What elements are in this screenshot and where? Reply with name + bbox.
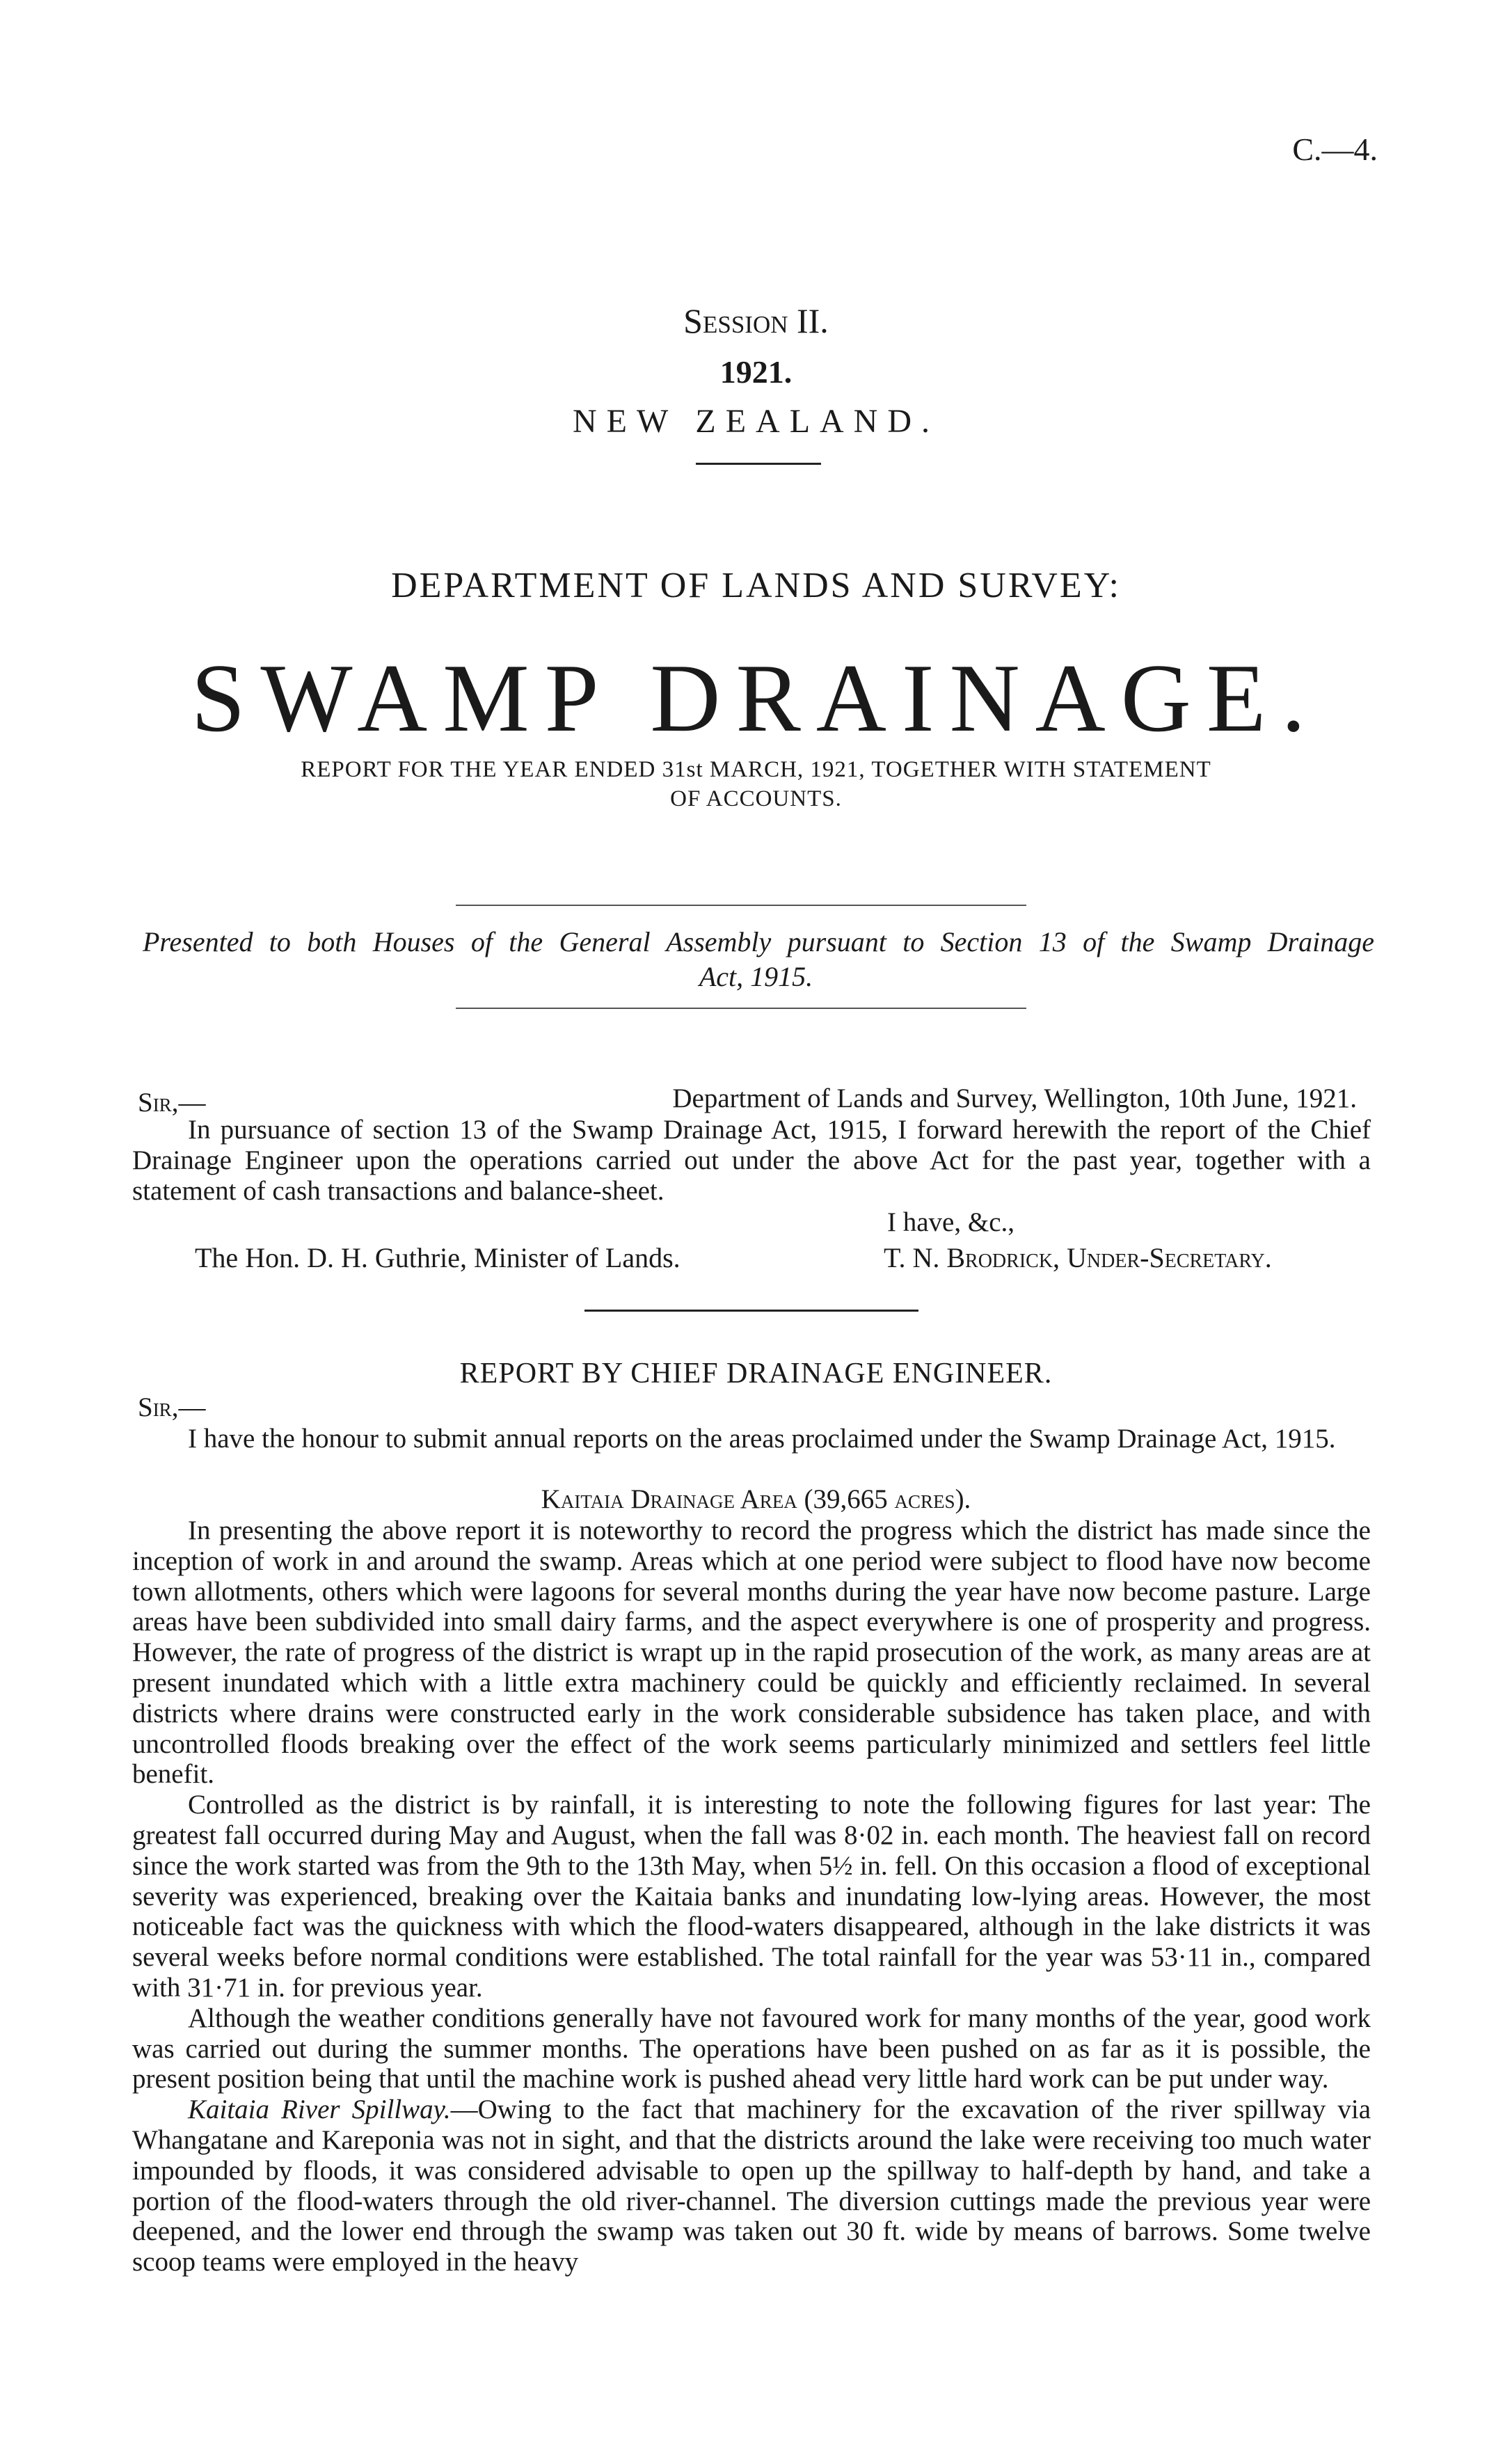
area-heading: Kaitaia Drainage Area (39,665 acres).: [541, 1484, 971, 1514]
letter-addressee: The Hon. D. H. Guthrie, Minister of Lands.: [195, 1242, 681, 1273]
letter-body: [132, 1115, 1371, 1206]
report-salutation: Sir,—: [138, 1392, 206, 1422]
main-title: SWAMP DRAINAGE.: [191, 644, 1321, 752]
subtitle-divider: [456, 905, 1026, 906]
report-paragraph-1: In presenting the above report it is noteworthy to record the progress which the district has made since the inception of work in and around the swamp. Areas which at one period were subject to flood have now become town allotments, others which were lagoons for several months during the year have now become pasture. Large areas have been subdivided into small dairy farms, and the aspect everywhere is one of prosperity and progress. However, the rate of progress of the district is wrapt up in the rapid prosecution of the work, as many areas are at present inundated which with a little extra machinery could be quickly and efficiently reclaimed. In several districts where drains were constructed early in the work considerable subsidence has taken place, and with uncontrolled floods breaking over the effect of the work seems particularly minimized and settlers feel little benefit.: [132, 1516, 1371, 1790]
letter-divider: [584, 1310, 918, 1312]
presentation-note-2: Act, 1915.: [699, 961, 813, 992]
presentation-divider: [456, 1008, 1026, 1009]
session-label: Session II.: [683, 301, 829, 340]
presentation-note-1: Presented to both Houses of the General Assembly pursuant to Section 13 of the Swamp Drainage: [143, 926, 1374, 957]
report-subtitle-1: REPORT FOR THE YEAR ENDED 31st MARCH, 1921, TOGETHER WITH STATEMENT: [301, 757, 1211, 782]
report-paragraph-3: Although the weather conditions generally have not favoured work for many months of the year, good work was carried out during the summer months. The operations have been pushed on as far as it is possible, the present position being that until the machine work is pushed ahead very little hard work can be put under way.: [132, 2003, 1371, 2094]
report-paragraph-2: Controlled as the district is by rainfall, it is interesting to note the following figures for last year: The greatest fall occurred during May and August, when the fall was 8·02 in. each month. The heaviest fall on record since the work started was from the 9th to the 13th May, when 5½ in. fell. On this occasion a flood of exceptional severity was experienced, breaking over the Kaitaia banks and inundating low-lying areas. However, the most noticeable fact was the quickness with which the flood-waters disappeared, although in the lake districts it was several weeks before normal conditions were established. The total rainfall for the year was 53·11 in., compared with 31·71 in. for previous year.: [132, 1790, 1371, 2003]
country-title: NEW ZEALAND.: [572, 403, 940, 440]
report-body: [132, 1516, 1371, 2277]
department-title: DEPARTMENT OF LANDS AND SURVEY:: [391, 566, 1121, 605]
report-heading: REPORT BY CHIEF DRAINAGE ENGINEER.: [459, 1358, 1053, 1390]
letter-dateline: Department of Lands and Survey, Wellington, 10th June, 1921.: [672, 1083, 1357, 1113]
report-subtitle-2: OF ACCOUNTS.: [670, 786, 842, 811]
report-intro: [132, 1424, 1371, 1454]
letter-closing: I have, &c.,: [887, 1207, 1015, 1237]
report-paragraph-4: [132, 2094, 1371, 2277]
letter-signature: T. N. Brodrick, Under-Secretary.: [884, 1242, 1272, 1273]
spillway-subheading: Kaitaia River Spillway.: [188, 2094, 451, 2125]
letter-salutation: Sir,—: [138, 1088, 206, 1118]
page-reference: C.—4.: [1292, 132, 1378, 167]
spillway-text: —Owing to the fact that machinery for the excavation of the river spillway via Whangatane and Kareponia was not in sight, and that the districts around the lake were receiving too much water impounded by floods, it was considered advisable to open up the spillway to half-depth by hand, and take a portion of the flood-waters through the old river-channel. The diversion cuttings made the previous year were deepened, and the lower end through the swamp was taken out 30 ft. wide by means of barrows. Some twelve scoop teams were employed in the heavy: [132, 2094, 1371, 2277]
header-divider: [696, 463, 821, 465]
session-year: 1921.: [719, 354, 793, 390]
report-intro-text: I have the honour to submit annual reports on the areas proclaimed under the Swamp Drainage Act, 1915.: [188, 1424, 1336, 1454]
letter-body-text: In pursuance of section 13 of the Swamp Drainage Act, 1915, I forward herewith the report of the Chief Drainage Engineer upon the operations carried out under the above Act for the past year, together with a statement of cash transactions and balance-sheet.: [132, 1115, 1371, 1206]
